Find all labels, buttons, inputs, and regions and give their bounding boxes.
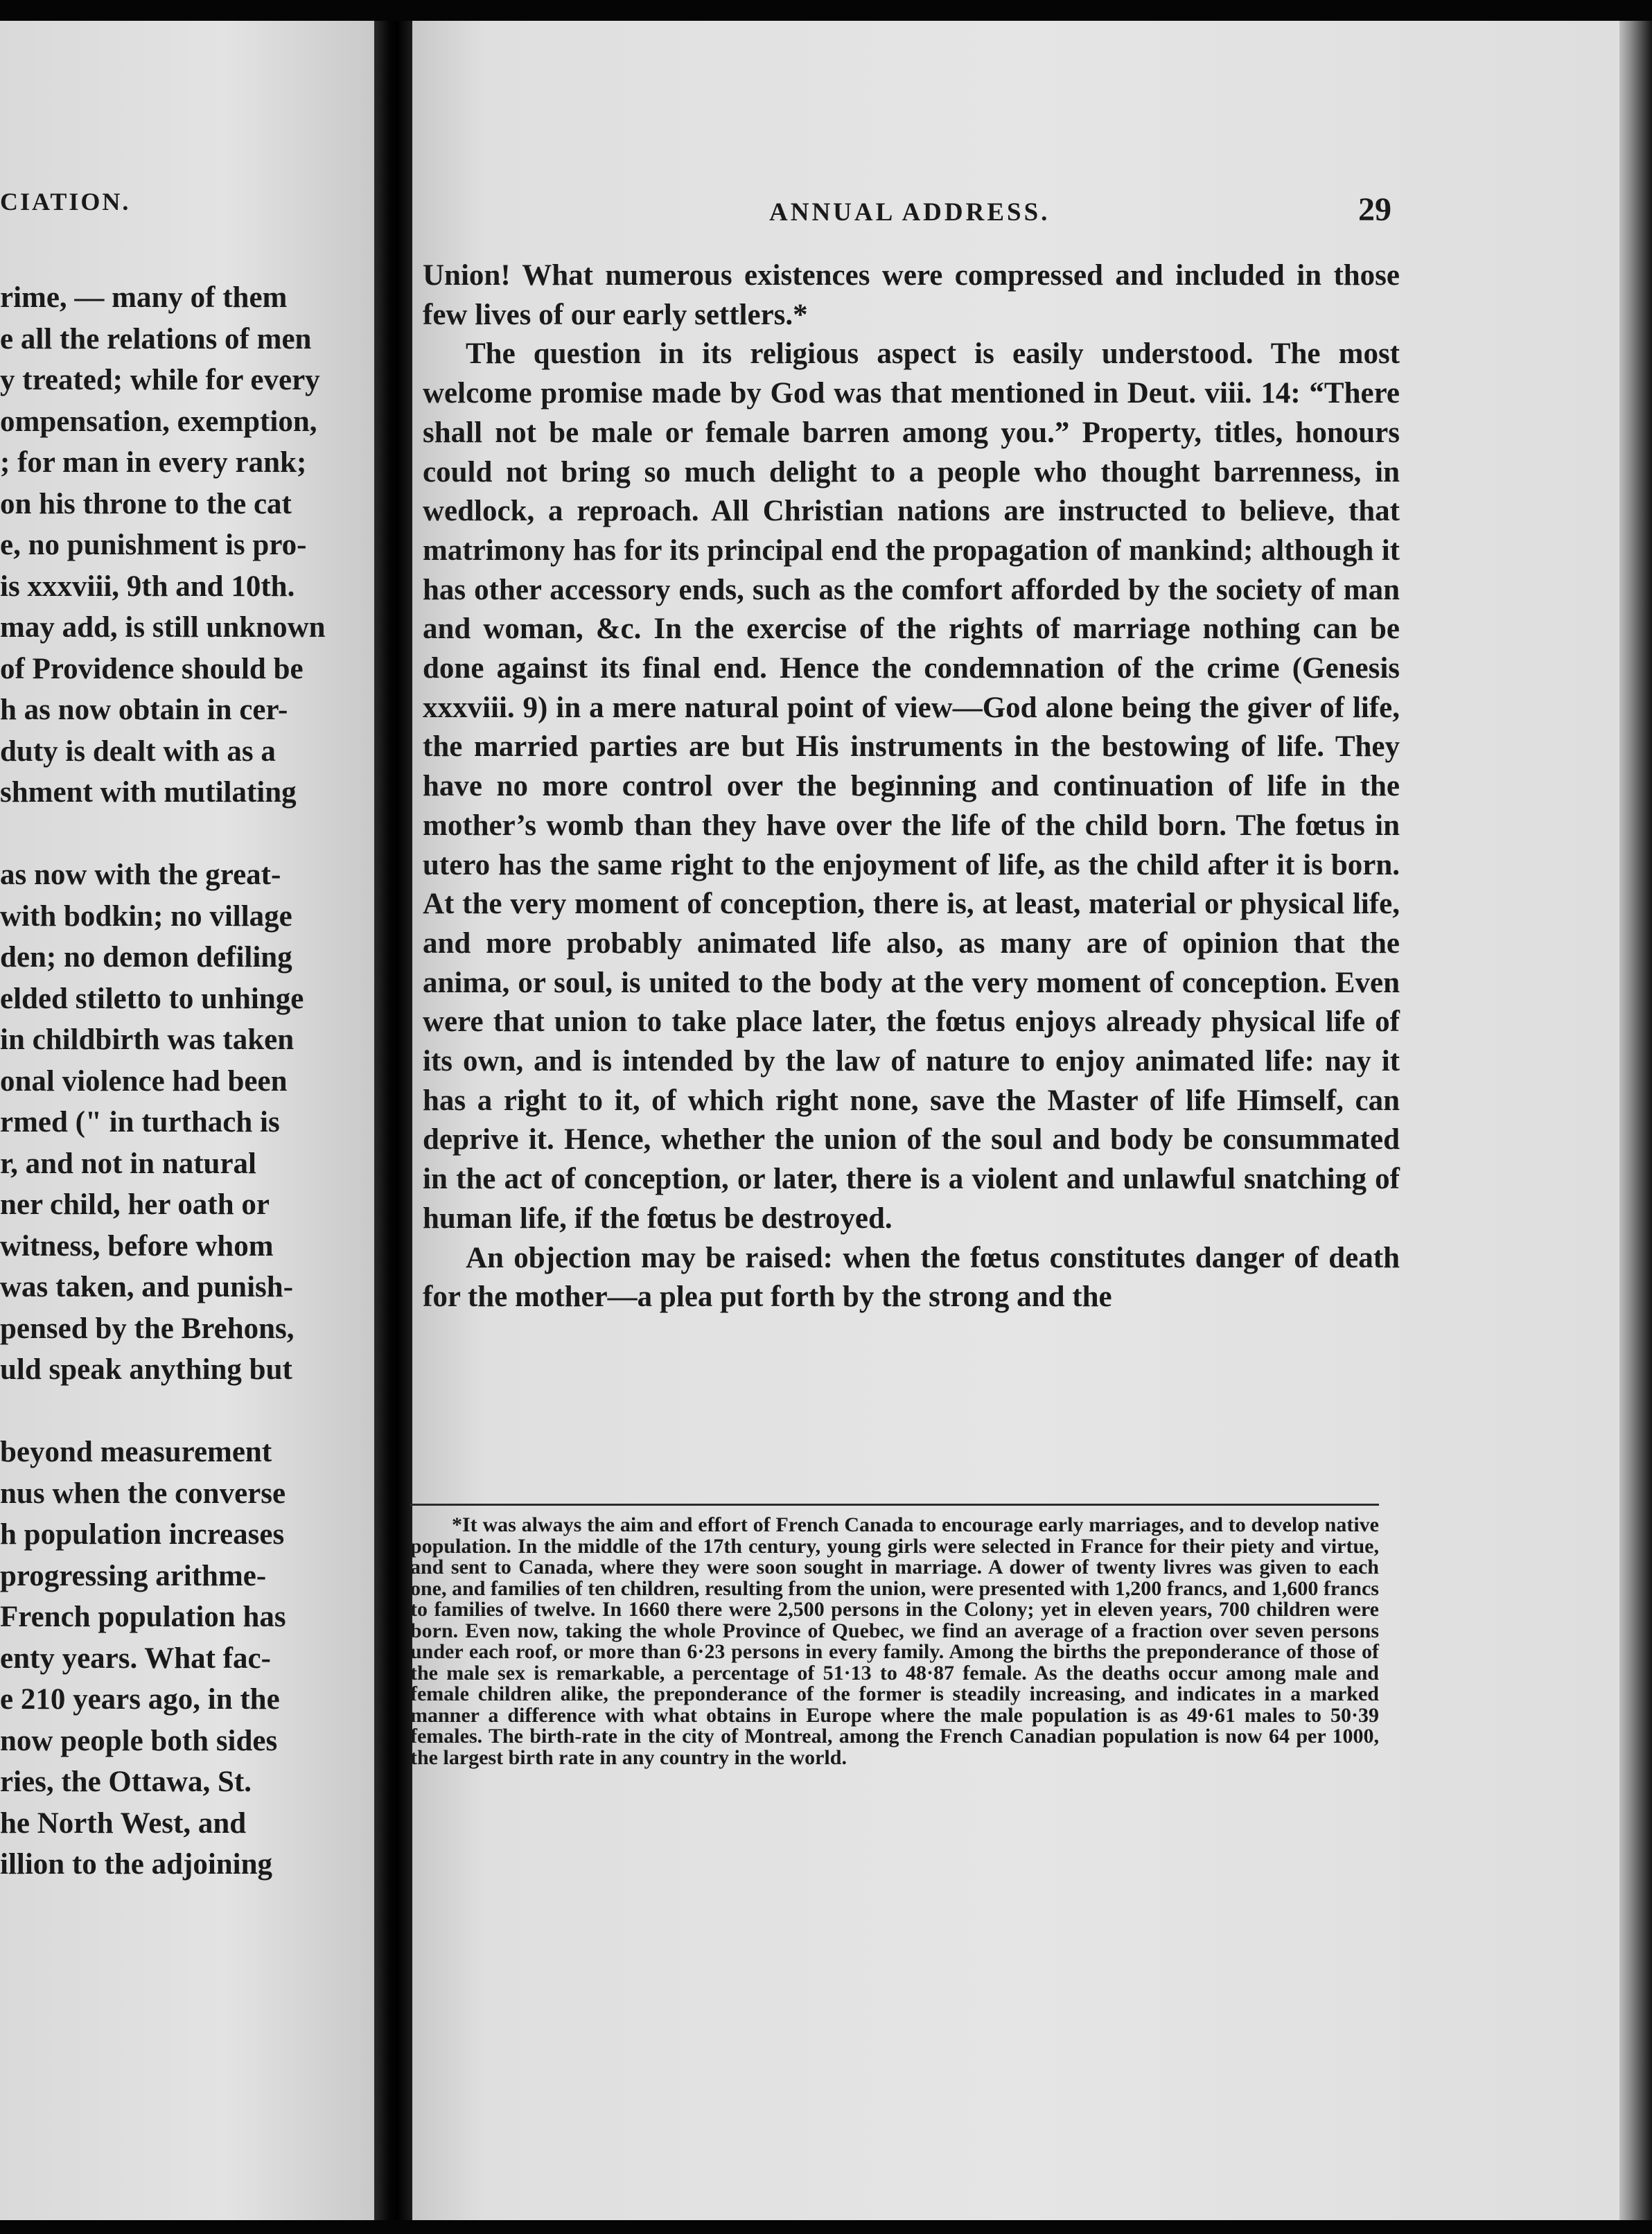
left-page-line: rmed (" in turthach is bbox=[0, 1106, 280, 1138]
scan-border-bottom bbox=[0, 2220, 1652, 2234]
left-page-text bbox=[0, 277, 374, 1885]
left-page-line: enty years. What fac- bbox=[0, 1642, 271, 1675]
left-page-line: den; no demon defiling bbox=[0, 941, 292, 974]
left-page-line: with bodkin; no village bbox=[0, 899, 292, 933]
left-page-line: ompensation, exemption, bbox=[0, 405, 317, 438]
footnote-divider bbox=[410, 1504, 1379, 1506]
paragraph-2: The question in its religious aspect is easily understood. The most welcome promise made by God was that mentioned in Deut. viii. 14: “There shall not be male or female barren among you.” Property, titles, honours could not bring so much delight to a people who thought barrenness, in wedlock, a reproach. All Christian nations are instructed to believe, that matrimony has for its principal end the propagation of mankind; although it has other accessory ends, such as the comfort afforded by the society of man and woman, &c. In the exercise of the rights of marriage nothing can be done against its final end. Hence the condemnation of the crime (Genesis xxxviii. 9) in a mere natural point of view—God alone being the giver of life, the married parties are but His instruments in the bestowing of life. They have no more control over the beginning and continuation of life in the mother’s womb than they have over the life of the child born. The fœtus in utero has the same right to the enjoyment of life, as the child after it is born. At the very moment of conception, there is, at least, material or physical life, and more probably animated life also, as many are of opinion that the anima, or soul, is united to the body at the very moment of conception. Even were that union to take place later, the fœtus enjoys already physical life of its own, and is intended by the law of nature to enjoy animated life: nay it has a right to it, of which right none, save the Master of life Himself, can deprive it. Hence, whether the union of the soul and body be consummated in the act of conception, or later, there is a violent and unlawful snatching of human life, if the fœtus be destroyed. bbox=[423, 337, 1400, 1235]
page-number: 29 bbox=[1358, 191, 1391, 228]
left-page-line: may add, is still unknown bbox=[0, 611, 326, 644]
left-page-line: on his throne to the cat bbox=[0, 487, 292, 520]
left-page-line: onal violence had been bbox=[0, 1064, 288, 1098]
left-page-line: of Providence should be bbox=[0, 652, 304, 685]
left-page-line: shment with mutilating bbox=[0, 776, 297, 809]
left-page-line: ner child, her oath or bbox=[0, 1188, 270, 1221]
left-page-line: beyond measurement bbox=[0, 1436, 272, 1468]
left-page-line: in childbirth was taken bbox=[0, 1023, 295, 1056]
paragraph-3: An objection may be raised: when the fœtus constitutes danger of death for the mother—a plea put forth by the strong and the bbox=[423, 1241, 1400, 1314]
left-page-line: h as now obtain in cer- bbox=[0, 694, 288, 726]
left-page-line: witness, before whom bbox=[0, 1229, 274, 1263]
left-page-line: uld speak anything but bbox=[0, 1353, 292, 1386]
left-page-line: ries, the Ottawa, St. bbox=[0, 1766, 252, 1798]
left-page-line: h population increases bbox=[0, 1518, 285, 1551]
left-page-fragment bbox=[0, 21, 374, 2220]
left-page-line: duty is dealt with as a bbox=[0, 735, 276, 768]
left-page-line: ; for man in every rank; bbox=[0, 446, 307, 479]
left-page-line: French population has bbox=[0, 1601, 286, 1633]
left-page-line: rime, — many of them bbox=[0, 281, 288, 314]
left-page-line: elded stiletto to unhinge bbox=[0, 982, 304, 1015]
book-gutter bbox=[374, 21, 412, 2220]
left-page-line: progressing arithme- bbox=[0, 1559, 267, 1592]
left-page-line: e all the relations of men bbox=[0, 322, 312, 355]
left-page-line: y treated; while for every bbox=[0, 364, 320, 396]
left-page-line: was taken, and punish- bbox=[0, 1271, 294, 1303]
running-head: ANNUAL ADDRESS. bbox=[769, 198, 1051, 227]
main-body-text bbox=[423, 256, 1400, 1317]
left-page-line: now people both sides bbox=[0, 1724, 278, 1757]
left-page-line: pensed by the Brehons, bbox=[0, 1312, 295, 1345]
left-page-line: nus when the converse bbox=[0, 1477, 286, 1510]
left-page-line: as now with the great- bbox=[0, 859, 281, 891]
footnote: *It was always the aim and effort of French Canada to encourage early marriages, and to develop native population. In the middle of the 17th century, young girls were selected in France for their piety and virtue, and sent to Canada, where they were soon sought in marriage. A dower of twenty livres was given to each one, and families of ten children, resulting from the union, were presented with 1,200 francs, and 1,600 francs to families of twelve. In 1660 there were 2,500 persons in the Colony; yet in eleven years, 700 children were born. Even now, taking the whole Province of Quebec, we find an average of a fraction over seven persons under each roof, or more than 6·23 persons in every family. Among the births the preponderance of those of the male sex is remarkable, a percentage of 51·13 to 48·87 female. As the deaths occur among male and female children alike, the preponderance of the former is steadily increasing, and indicates in a marked manner a difference with what obtains in Europe where the male population is as 49·61 males to 50·39 females. The birth-rate in the city of Montreal, among the French Canadian population is now 64 per 1000, the largest birth rate in any country in the world. bbox=[410, 1513, 1379, 1769]
page-edge-shadow bbox=[1619, 21, 1652, 2220]
left-page-line bbox=[0, 1391, 374, 1432]
left-page-line: illion to the adjoining bbox=[0, 1848, 273, 1881]
left-running-head: CIATION. bbox=[0, 188, 131, 216]
paragraph-1: Union! What numerous existences were compressed and included in those few lives of our early settlers.* bbox=[423, 259, 1400, 331]
left-page-line: e 210 years ago, in the bbox=[0, 1683, 280, 1716]
left-page-line bbox=[0, 813, 374, 855]
left-page-line: e, no punishment is pro- bbox=[0, 529, 307, 561]
scan-border-top bbox=[0, 0, 1652, 21]
left-page-line: is xxxviii, 9th and 10th. bbox=[0, 570, 295, 603]
left-page-line: he North West, and bbox=[0, 1806, 247, 1840]
left-page-line: r, and not in natural bbox=[0, 1147, 256, 1180]
